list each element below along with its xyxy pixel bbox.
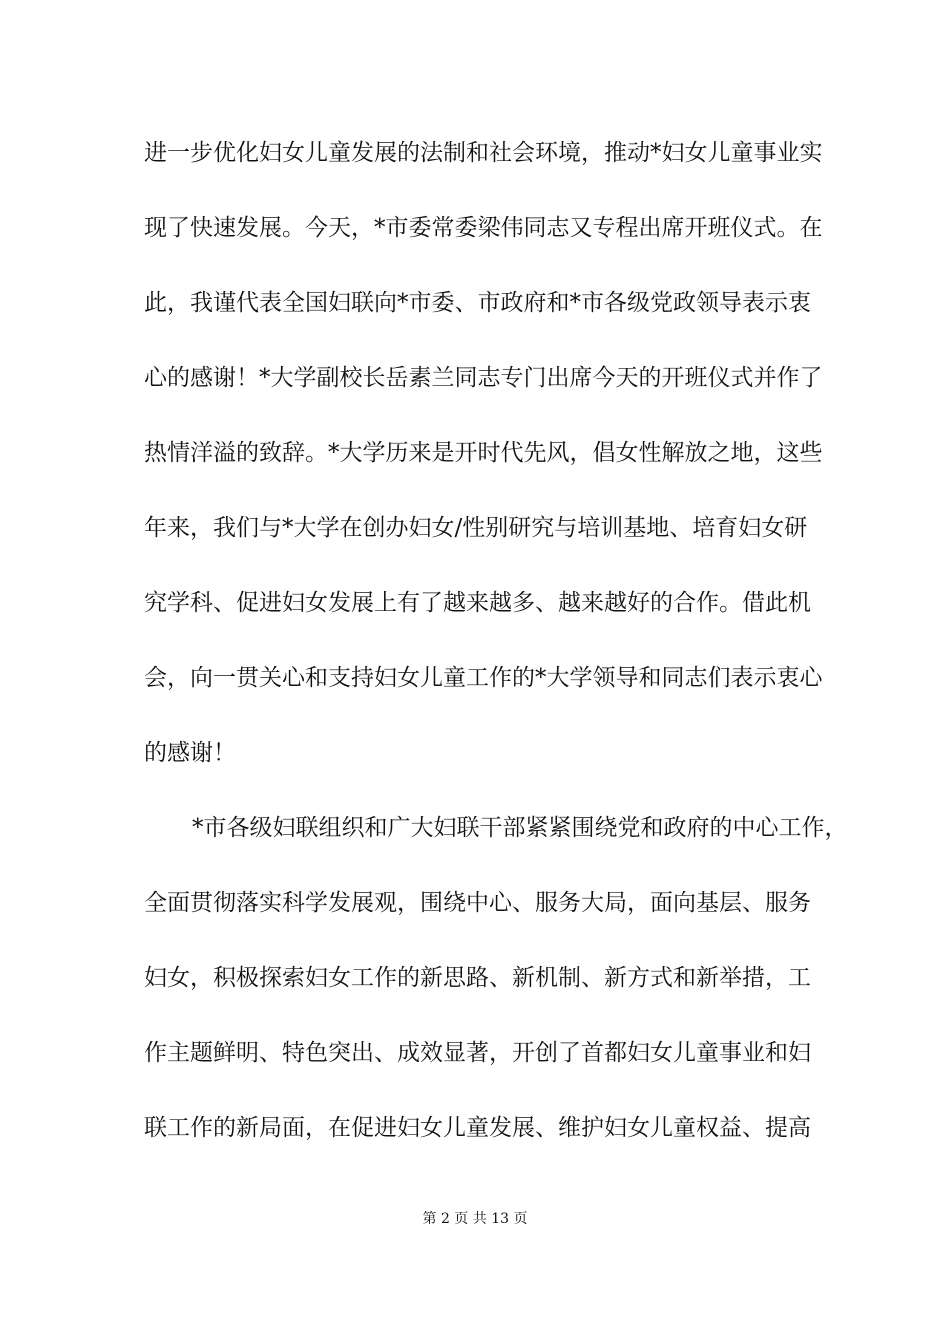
paragraph-line: 年来，我们与*大学在创办妇女/性别研究与培训基地、培育妇女研 <box>144 515 808 541</box>
paragraph-line: 心的感谢！*大学副校长岳素兰同志专门出席今天的开班仪式并作了 <box>144 365 823 391</box>
paragraph-line: 究学科、促进妇女发展上有了越来越多、越来越好的合作。借此机 <box>144 590 811 616</box>
paragraph-line: 会，向一贯关心和支持妇女儿童工作的*大学领导和同志们表示衷心 <box>144 665 823 691</box>
paragraph-line: *市各级妇联组织和广大妇联干部紧紧围绕党和政府的中心工作， <box>192 815 848 841</box>
page-number-footer: 第 2 页 共 13 页 <box>422 1211 528 1227</box>
paragraph-line: 进一步优化妇女儿童发展的法制和社会环境，推动*妇女儿童事业实 <box>144 140 823 166</box>
paragraph-line: 全面贯彻落实科学发展观，围绕中心、服务大局，面向基层、服务 <box>144 890 811 916</box>
paragraph-line: 的感谢！ <box>144 740 236 766</box>
paragraph-line: 作主题鲜明、特色突出、成效显著，开创了首都妇女儿童事业和妇 <box>144 1040 811 1066</box>
paragraph-line: 妇女，积极探索妇女工作的新思路、新机制、新方式和新举措，工 <box>144 965 811 991</box>
paragraph-line: 此，我谨代表全国妇联向*市委、市政府和*市各级党政领导表示衷 <box>144 290 811 316</box>
paragraph-line: 联工作的新局面，在促进妇女儿童发展、维护妇女儿童权益、提高 <box>144 1115 811 1141</box>
paragraph-line: 热情洋溢的致辞。*大学历来是开时代先风，倡女性解放之地，这些 <box>144 440 823 466</box>
paragraph-line: 现了快速发展。今天，*市委常委梁伟同志又专程出席开班仪式。在 <box>144 215 823 241</box>
